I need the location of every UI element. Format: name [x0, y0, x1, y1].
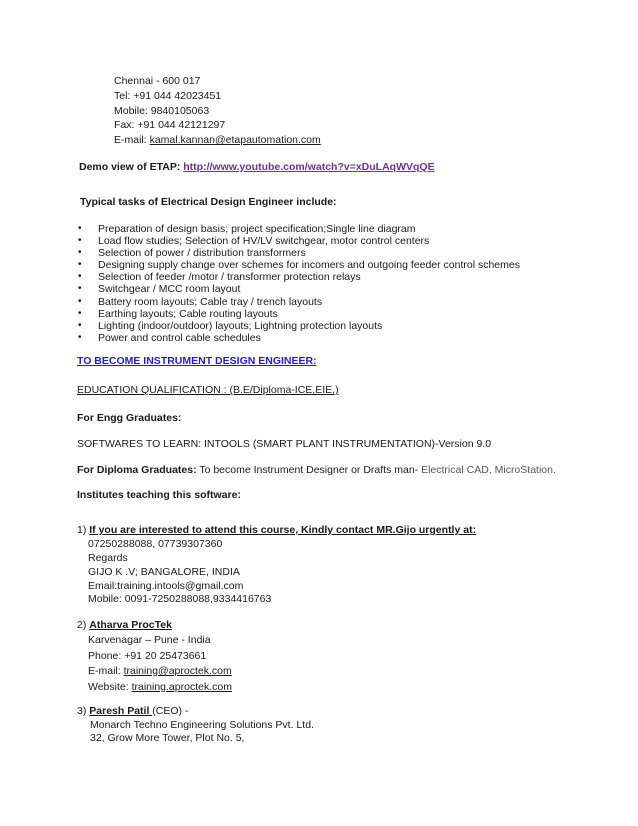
institute2-title: Atharva ProcTek: [89, 619, 172, 631]
task-text: Load flow studies; Selection of HV/LV switchgear, motor control centers: [98, 235, 430, 248]
institute2-title-line: [77, 619, 172, 632]
diploma-line: [77, 464, 556, 477]
diploma-text: To become Instrument Designer or Drafts man-: [196, 464, 422, 476]
institute1-regards: Regards: [88, 552, 128, 564]
task-list-item: [78, 308, 520, 320]
institute3-number: 3): [77, 705, 90, 717]
institute2-address: Karvenagar – Pune - India: [88, 634, 211, 646]
instrument-heading-text: TO BECOME INSTRUMENT DESIGN ENGINEER:: [77, 355, 317, 367]
bullet-icon: •: [78, 283, 82, 295]
task-text: Battery room layouts; Cable tray / trench layouts: [98, 295, 323, 308]
contact-address: Chennai - 600 017: [114, 75, 201, 87]
engg-graduates-heading: For Engg Graduates:: [77, 412, 182, 424]
bullet-icon: •: [78, 247, 82, 259]
institute2-website-label: Website:: [88, 681, 132, 693]
demo-video-link[interactable]: http://www.youtube.com/watch?v=xDuLAqWVqQE: [183, 161, 435, 173]
bullet-icon: •: [78, 319, 82, 331]
bullet-icon: •: [78, 235, 82, 247]
institute3-address: 32, Grow More Tower, Plot No. 5,: [90, 732, 245, 744]
bullet-icon: •: [78, 259, 82, 271]
institute1-number: 1): [77, 524, 90, 536]
bullet-icon: •: [78, 331, 82, 343]
contact-mobile: Mobile: 9840105063: [114, 105, 210, 117]
contact-tel: Tel: +91 044 42023451: [114, 90, 222, 102]
institutes-heading: Institutes teaching this software:: [77, 489, 241, 501]
institute1-mobile: Mobile: 0091-7250288088,9334416763: [88, 593, 272, 605]
institute1-phones: 07250288088, 07739307360: [88, 538, 223, 550]
contact-email-link[interactable]: kamal.kannan@etapautomation.com: [149, 134, 321, 146]
bullet-icon: •: [78, 223, 82, 234]
task-list-item: [78, 320, 520, 332]
task-list-item: [78, 283, 520, 295]
diploma-tools: Electrical CAD, MicroStation.: [421, 464, 556, 476]
task-text: Earthing layouts; Cable routing layouts: [98, 307, 278, 320]
institute3-title: Paresh Patil: [89, 705, 153, 717]
institute2-website-line: [88, 681, 232, 694]
demo-label: Demo view of ETAP:: [79, 161, 184, 173]
bullet-icon: •: [78, 271, 82, 283]
institute2-number: 2): [77, 619, 90, 631]
task-list-item: [78, 223, 520, 235]
institute1-title-line: [77, 524, 476, 537]
institute2-email-link[interactable]: training@aproctek.com: [123, 665, 232, 677]
task-list-item: [78, 332, 520, 344]
task-list-item: [78, 247, 520, 259]
institute3-title-line: [77, 705, 188, 718]
institute2-website-link[interactable]: training.aproctek.com: [131, 681, 232, 693]
task-text: Switchgear / MCC room layout: [98, 283, 241, 296]
task-text: Lighting (indoor/outdoor) layouts; Lightning protection layouts: [98, 319, 383, 332]
tasks-heading: Typical tasks of Electrical Design Engineer include:: [80, 196, 337, 208]
institute1-title: If you are interested to attend this course, Kindly contact MR.Gijo urgently at:: [89, 524, 477, 536]
instrument-heading: [77, 355, 317, 368]
education-qualification: EDUCATION QUALIFICATION : (B.E/Diploma-ICE,EIE,): [77, 384, 339, 396]
contact-fax: Fax: +91 044 42121297: [114, 119, 226, 131]
institute3-role: (CEO) -: [152, 705, 189, 717]
task-text: Selection of feeder /motor / transformer protection relays: [98, 271, 361, 284]
task-text: Preparation of design basis; project specification;Single line diagram: [98, 223, 416, 235]
contact-email-line: [114, 134, 321, 147]
task-list-item: [78, 235, 520, 247]
institute2-email-line: [88, 665, 232, 678]
task-list-item: [78, 271, 520, 283]
institute2-email-label: E-mail:: [88, 665, 124, 677]
demo-line: [79, 161, 435, 174]
tasks-list: [78, 223, 520, 344]
task-text: Power and control cable schedules: [98, 331, 261, 344]
task-text: Selection of power / distribution transformers: [98, 247, 306, 260]
institute2-phone: Phone: +91 20 25473661: [88, 650, 207, 662]
institute3-company: Monarch Techno Engineering Solutions Pvt. Ltd.: [90, 719, 314, 731]
contact-email-label: E-mail:: [114, 134, 150, 146]
bullet-icon: •: [78, 307, 82, 319]
bullet-icon: •: [78, 295, 82, 307]
institute1-name: GIJO K .V; BANGALORE, INDIA: [88, 566, 240, 578]
institute1-email: Email:training.intools@gmail.com: [88, 580, 244, 592]
task-list-item: [78, 259, 520, 271]
diploma-label: For Diploma Graduates:: [77, 464, 197, 476]
task-text: Designing supply change over schemes for incomers and outgoing feeder control schemes: [98, 259, 520, 272]
software-line: SOFTWARES TO LEARN: INTOOLS (SMART PLANT INSTRUMENTATION)-Version 9.0: [77, 438, 492, 450]
task-list-item: [78, 296, 520, 308]
